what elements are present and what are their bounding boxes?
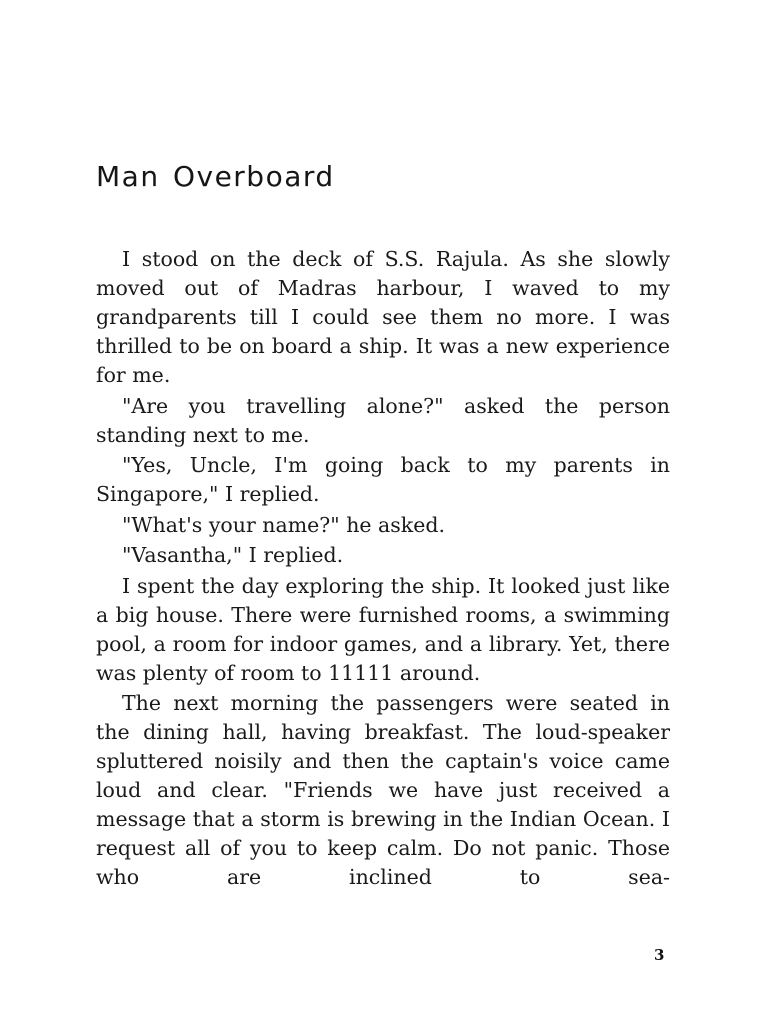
page-number: 3: [654, 946, 665, 964]
paragraph: I spent the day exploring the ship. It looked just like a big house. There were furnished rooms, a swimming pool, a room for indoor games, and a library. Yet, there was plenty of room to 11111 around.: [96, 573, 670, 685]
chapter-body: [96, 245, 670, 894]
paragraph: "Yes, Uncle, I'm going back to my parents in Singapore," I replied.: [96, 453, 670, 506]
paragraph: "Vasantha," I replied.: [122, 543, 344, 567]
paragraph: I stood on the deck of S.S. Rajula. As she slowly moved out of Madras harbour, I waved to my grandparents till I could see them no more. I was thrilled to be on board a ship. It was a new experience for me.: [96, 247, 670, 387]
paragraph: The next morning the passengers were seated in the dining hall, having breakfast. The loud-speaker spluttered noisily and then the captain's voice came loud and clear. "Friends we have just received a message that a storm is brewing in the Indian Ocean. I request all of you to keep calm. Do not panic. Those who are inclined to sea-: [96, 691, 670, 889]
paragraph: "What's your name?" he asked.: [122, 512, 445, 537]
chapter-title: Man Overboard: [96, 160, 335, 193]
paragraph: "Are you travelling alone?" asked the person standing next to me.: [96, 393, 670, 447]
